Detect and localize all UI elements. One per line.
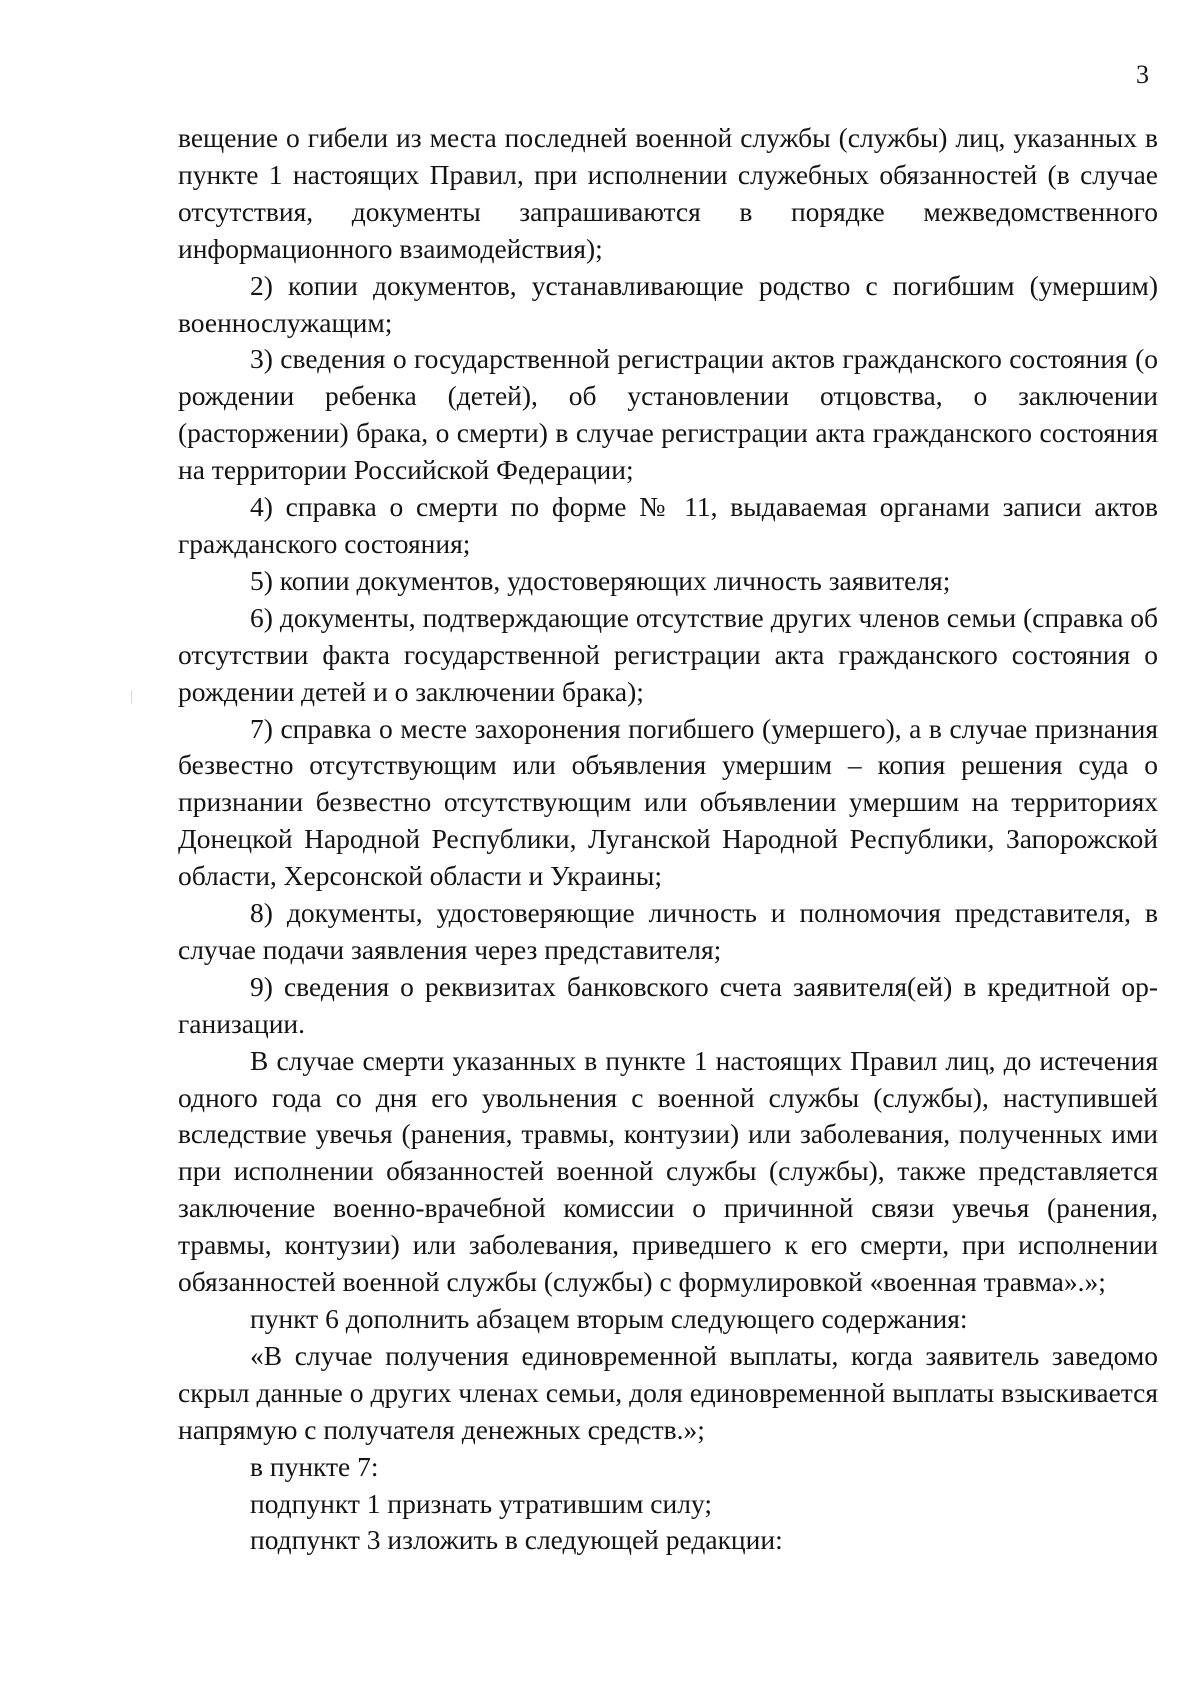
- paragraph-item-6: 6) документы, подтверждающие отсутствие других членов семьи (справка об отсутствии факта государственной регистрации акта гражданского состояния о рождении детей и о заключении брака);: [178, 601, 1158, 707]
- paragraph-point-6-amendment: пункт 6 дополнить абзацем вторым следующего содержания:: [250, 1303, 968, 1334]
- document-body: [178, 120, 1158, 1559]
- paragraph-quoted-addition: «В случае получения единовременной выплаты, когда заявитель заведомо скрыл данные о других членах семьи, доля единовременной выплаты взыскивается напрямую с получателя денежных средств.»;: [178, 1339, 1158, 1445]
- paragraph-point-7: в пункте 7:: [250, 1450, 379, 1482]
- paragraph-item-7: 7) справка о месте захоронения погибшего (умершего), а в случае признания безвестно отсутствующим или объявления умершим – копия решения суда о признании безвестно отсутствующим или объявлении умершим на территориях Донецкой Народной Республики, Луганской Народной Республики, Запорожской области, Херсонской области и Украины;: [178, 712, 1158, 892]
- page-number: 3: [1136, 60, 1149, 89]
- paragraph-item-4: 4) справка о смерти по форме № 11, выдаваемая органами записи актов гражданского состояния;: [178, 491, 1158, 559]
- paragraph-item-8: 8) документы, удостоверяющие личность и полномочия представителя, в случае подачи заявления через представителя;: [178, 897, 1158, 965]
- paragraph-continuation: вещение о гибели из места последней военной службы (службы) лиц, указанных в пункте 1 настоящих Правил, при исполнении служебных обязанностей (в случае отсутствия, документы запрашиваются в порядке межведомственного информационного взаимодействия);: [178, 122, 1158, 264]
- paragraph-item-9: 9) сведения о реквизитах банковского счета заявителя(ей) в кредитной организации.: [178, 970, 1158, 1039]
- paragraph-item-2: 2) копии документов, устанавливающие родство с погибшим (умершим) военнослужащим;: [178, 269, 1158, 338]
- paragraph-item-3: 3) сведения о государственной регистрации актов гражданского состояния (о рождении ребенка (детей), об установлении отцовства, о заключении (расторжении) брака, о смерти) в случае регистрации акта гражданского состояния на территории Российской Федерации;: [178, 343, 1158, 486]
- paragraph-subpoint-1: подпункт 1 признать утратившим силу;: [250, 1487, 712, 1519]
- paragraph-subpoint-3: подпункт 3 изложить в следующей редакции:: [250, 1524, 783, 1556]
- paragraph-death-case: В случае смерти указанных в пункте 1 настоящих Правил лиц, до истечения одного года со дня его увольнения с военной службы (службы), наступившей вследствие увечья (ранения, травмы, контузии) или заболевания, полученных ими при исполнении обязанностей военной службы (службы), также представляется заключение военно-врачебной комиссии о причинной связи увечья (ранения, травмы, контузии) или заболевания, приведшего к его смерти, при исполнении обязанностей военной службы (службы) с формулировкой «военная травма».»;: [178, 1044, 1158, 1298]
- paragraph-item-5: 5) копии документов, удостоверяющих личность заявителя;: [250, 564, 951, 596]
- scan-artifact-mark: [131, 690, 132, 704]
